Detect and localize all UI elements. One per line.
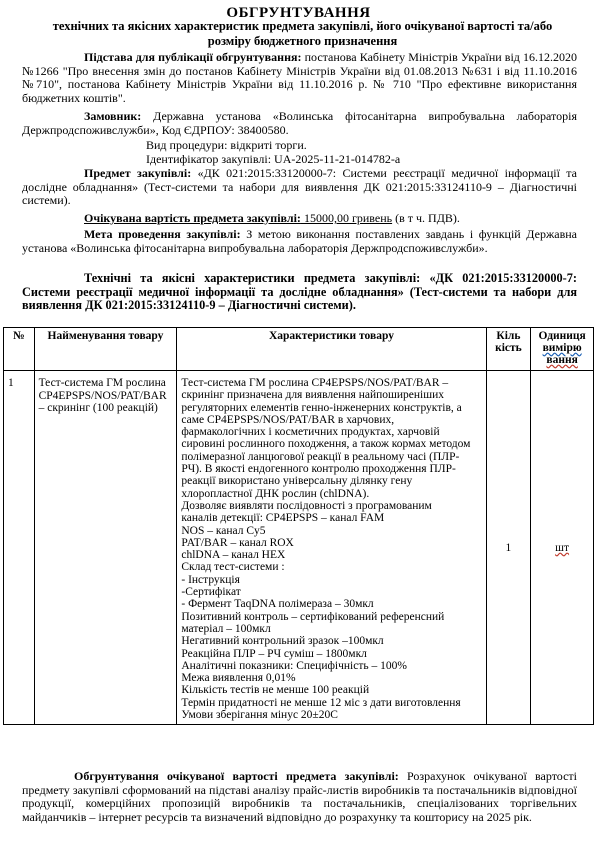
characteristic-line: регуляторних елементів генно-інженерних конструктів, а [181, 401, 462, 414]
characteristic-line: скринінг призначена для виявлення найпоширеніших [181, 389, 444, 402]
characteristic-line: хлоропластної ДНК рослин (chlDNA). [181, 487, 370, 500]
document-title: ОБГРУНТУВАННЯ [226, 5, 371, 21]
tech-heading-text: «ДК 021:2015:33120000-7: Системи реєстрації медичної інформації та дослідне обладнання» (Тест-системи та набори для виявлення ДК 021:2015:33124110-9 – Діагностичні системи). [22, 271, 577, 312]
subject-paragraph [22, 167, 577, 208]
characteristic-line: матеріал – 100мкл [181, 622, 271, 635]
characteristic-line: - Фермент TaqDNA полімераза – 30мкл [181, 598, 374, 611]
expected-cost-label: Очікувана вартість предмета закупівлі: [84, 211, 301, 225]
row-name: Тест-система ГМ рослина CP4EPSPS/NOS/PAT/BAR – скринінг (100 реакцій) [34, 371, 177, 725]
header-characteristics: Характеристики товару [177, 328, 486, 371]
characteristic-line: фармакологічних і косметичних продуктах, харчовій [181, 426, 440, 439]
header-quantity-line: Кіль [496, 330, 521, 342]
characteristic-line: Склад тест-системи : [181, 561, 285, 574]
basis-label: Підстава для публікації обгрунтування: [84, 50, 302, 64]
subject-label: Предмет закупівлі: [84, 166, 192, 180]
purpose-paragraph [22, 228, 577, 255]
row-unit [531, 371, 594, 725]
expected-cost-value: 15000,00 гривень [300, 211, 393, 225]
purpose-text: З метою виконання поставлених завдань і функцій Державна установа «Волинська фітосанітарна випробувальна лабораторія Держпродспоживслужби». [22, 227, 577, 255]
tech-heading-label: Технічні та якісні характеристики предмета закупівлі: [84, 271, 421, 285]
characteristic-line: Термін придатності не менше 12 міс з дати виготовлення [181, 696, 461, 709]
basis-paragraph [22, 51, 577, 105]
justification-text: Розрахунок очікуваної вартості предмету закупівлі сформований на підставі аналізу прайс-листів виробників та постачальників відповідної продукції, комерційних пропозицій виробників та постачальників, спеціалізованих торгівельних майданчиків – інтернет ресурсів та визначений відповідно до розрахунку та кошторису на 2025 рік. [22, 769, 577, 824]
header-unit-line: вимірю [542, 342, 582, 354]
document-subtitle: технічних та якісних характеристик предмета закупівлі, його очікуваної вартості та/або розміру бюджетного призначення [52, 19, 553, 48]
characteristic-line: -Сертифікат [181, 586, 241, 599]
justification-label: Обгрунтування очікуваної вартості предмета закупівлі: [74, 769, 399, 783]
characteristic-line: Тест-система ГМ рослина CP4EPSPS/NOS/PAT/BAR – [181, 377, 449, 389]
expected-cost-line [84, 212, 460, 226]
characteristic-line: саме CP4EPSPS/NOS/PAT/BAR в харчових, [181, 413, 395, 426]
characteristic-line: каналів детекції: CP4EPSPS – канал FAM [181, 512, 385, 525]
header-name: Найменування товару [34, 328, 177, 371]
row-quantity: 1 [486, 371, 531, 725]
customer-text: Державна установа «Волинська фітосанітарна випробувальна лабораторія Держпродспоживслужби», Код ЄДРПОУ: 38400580. [22, 109, 577, 137]
row-unit-value: шт [555, 541, 570, 554]
customer-label: Замовник: [84, 109, 142, 123]
characteristic-line: Позитивний контроль – сертифікований референсний [181, 610, 445, 623]
justification-paragraph [22, 770, 577, 824]
header-number: № [4, 328, 35, 371]
characteristic-line: chlDNA – канал HEX [181, 549, 286, 562]
expected-cost-note: (в т ч. ПДВ). [392, 211, 460, 225]
characteristic-line: Дозволяє виявляти послідовності з програмованим [181, 499, 432, 512]
header-unit [531, 328, 594, 371]
characteristic-line: Реакційна ПЛР – РЧ суміш – 1800мкл [181, 647, 367, 660]
characteristic-line: реакції використано універсальну ділянку гену [181, 475, 413, 488]
characteristic-line: сировині рослинного походження, а також кормах методом [181, 438, 471, 451]
characteristic-line: Кількість тестів не менше 100 реакцій [181, 684, 370, 697]
characteristic-line: полімеразної ланцюгової реакції в реальному часі (ПЛР- [181, 450, 460, 463]
characteristic-line: Межа виявлення 0,01% [181, 672, 296, 685]
goods-table [3, 327, 594, 725]
header-quantity [486, 328, 531, 371]
customer-paragraph [22, 110, 577, 137]
row-number: 1 [4, 371, 35, 725]
procedure-type: Вид процедури: відкриті торги. [146, 138, 307, 152]
procurement-identifier: Ідентифікатор закупівлі: UA-2025-11-21-014782-a [146, 152, 401, 166]
row-characteristics [177, 371, 486, 725]
table-header-row [4, 328, 594, 371]
characteristic-line: Аналітичні показники: Специфічність – 100% [181, 659, 407, 672]
characteristic-line: Умови зберігання мінус 20±20С [181, 709, 338, 722]
header-unit-line: Одиниця [538, 330, 586, 342]
characteristic-line: РЧ). В якості ендогенного контролю проходження ПЛР- [181, 463, 456, 476]
header-unit-line: вання [546, 354, 578, 366]
tech-heading-paragraph [22, 272, 577, 313]
table-row [4, 371, 594, 725]
header-quantity-line: кість [495, 342, 522, 354]
characteristic-line: Негативний контрольний зразок –100мкл [181, 635, 384, 648]
characteristic-line: - Інструкція [181, 573, 240, 586]
basis-text: постанова Кабінету Міністрів України від 16.12.2020 №1266 "Про внесення змін до постанов Кабінету Міністрів України від 01.08.2013 №631 і від 11.10.2016 №710", постанова Кабінету Міністрів України від 11.10.2016 р. № 710 "Про ефективне використання бюджетних коштів". [22, 50, 577, 105]
characteristic-line: PAT/BAR – канал ROX [181, 536, 294, 549]
subject-text: «ДК 021:2015:33120000-7: Системи реєстрації медичної інформації та дослідне обладнання» (Тест-системи та набори для виявлення ДК 021:2015:33124110-9 – Діагностичні системи). [22, 166, 577, 207]
characteristic-line: NOS – канал Cy5 [181, 524, 266, 537]
purpose-label: Мета проведення закупівлі: [84, 227, 241, 241]
